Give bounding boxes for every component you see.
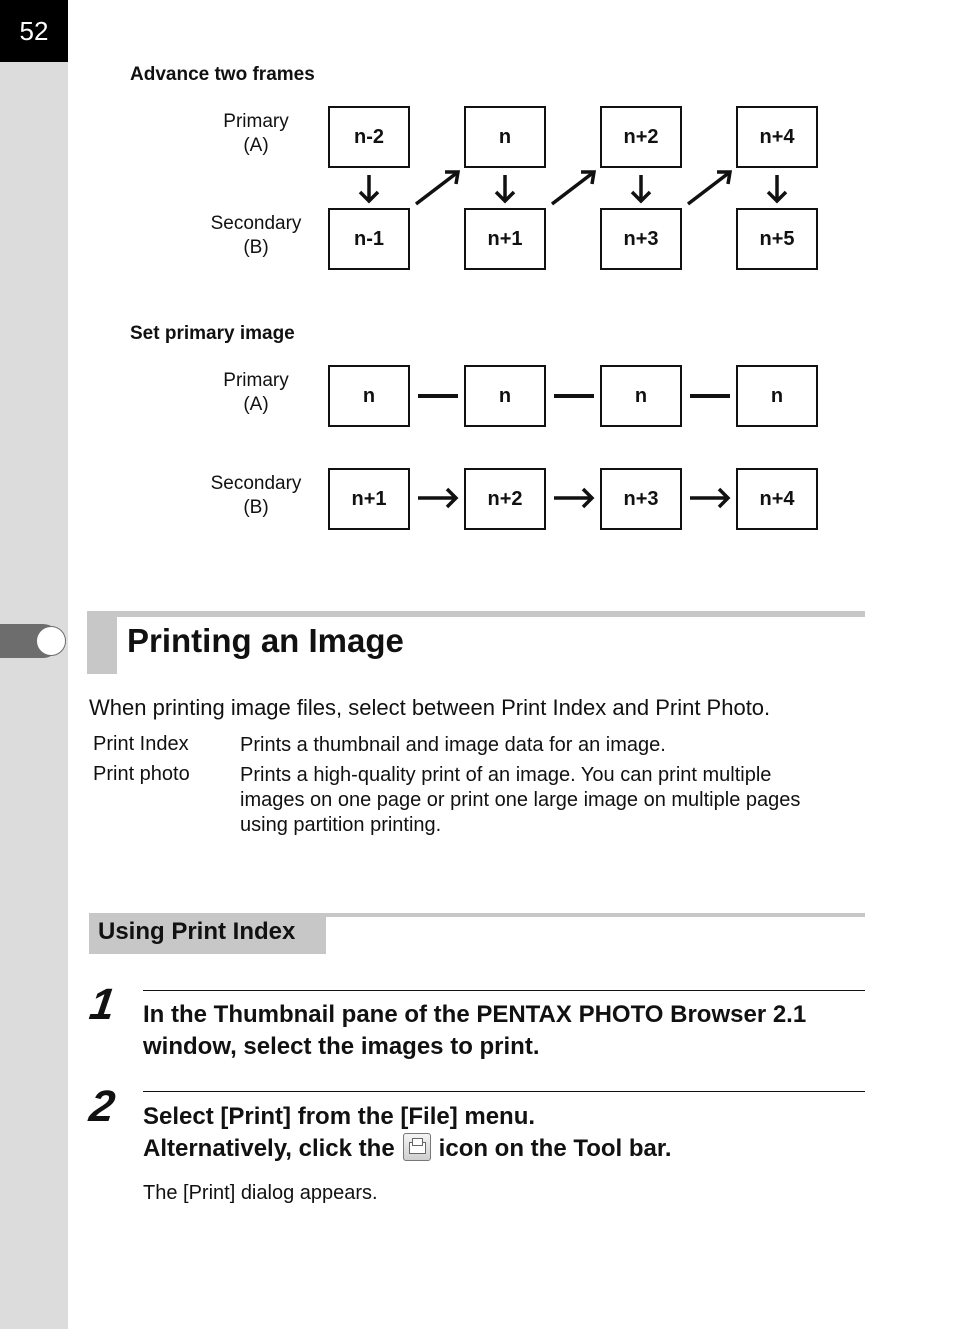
frame-secondary-2: n+1 (464, 208, 546, 270)
step-number-1: 1 (86, 980, 118, 1029)
frame-secondary-2: n+2 (464, 468, 546, 530)
definition-desc-print-index (240, 733, 860, 758)
primary-label-line1: Primary (223, 370, 289, 391)
frame-primary-1: n-2 (328, 106, 410, 168)
secondary-label-line1: Secondary (210, 473, 302, 494)
frame-connector (554, 394, 594, 398)
section-heading-marker (87, 611, 117, 674)
step-1-line1: In the Thumbnail pane of the PENTAX PHOTO Browser 2.1 (143, 1001, 807, 1028)
step-1-line2: window, select the images to print. (143, 1033, 540, 1060)
frame-secondary-3: n+3 (600, 468, 682, 530)
primary-row-label (196, 369, 316, 417)
step-number-2: 2 (86, 1082, 118, 1131)
frame-primary-3: n+2 (600, 106, 682, 168)
step-1-text (143, 999, 863, 1063)
diagram-title-set-primary: Set primary image (130, 323, 295, 344)
definition-desc-line: Prints a high-quality print of an image. You can print multiple (240, 764, 772, 786)
frame-primary-1: n (328, 365, 410, 427)
secondary-row-label (196, 212, 316, 260)
primary-label-line2: (A) (243, 394, 269, 415)
section-heading-bar (87, 611, 865, 617)
frame-secondary-1: n-1 (328, 208, 410, 270)
primary-label-line1: Primary (223, 111, 289, 132)
frame-secondary-3: n+3 (600, 208, 682, 270)
frame-primary-4: n+4 (736, 106, 818, 168)
page-number: 52 (0, 0, 68, 62)
secondary-row-label (196, 472, 316, 520)
definition-desc-line: using partition printing. (240, 814, 442, 836)
definition-desc-line: Prints a thumbnail and image data for an image. (240, 734, 666, 756)
down-arrow-icon (494, 174, 516, 204)
definition-term-print-index: Print Index (93, 733, 189, 755)
diagonal-arrow-icon (684, 168, 734, 208)
step-rule (143, 1091, 865, 1092)
step-rule (143, 990, 865, 991)
definition-desc-line: images on one page or print one large image on multiple pages (240, 789, 801, 811)
step-2-text (143, 1101, 863, 1165)
section-title: Printing an Image (127, 622, 404, 659)
right-arrow-icon (688, 486, 732, 510)
primary-row-label (196, 110, 316, 158)
step-2-line1: Select [Print] from the [File] menu. (143, 1103, 536, 1130)
down-arrow-icon (630, 174, 652, 204)
frame-secondary-4: n+5 (736, 208, 818, 270)
down-arrow-icon (766, 174, 788, 204)
diagonal-arrow-icon (412, 168, 462, 208)
right-arrow-icon (416, 486, 460, 510)
step-2-note: The [Print] dialog appears. (143, 1182, 378, 1204)
diagonal-arrow-icon (548, 168, 598, 208)
subsection-title: Using Print Index (98, 918, 296, 945)
step-2-line2-before: Alternatively, click the (143, 1135, 395, 1162)
primary-label-line2: (A) (243, 135, 269, 156)
secondary-label-line1: Secondary (210, 213, 302, 234)
definition-term-print-photo: Print photo (93, 763, 190, 785)
frame-connector (690, 394, 730, 398)
secondary-label-line2: (B) (243, 237, 269, 258)
frame-primary-2: n (464, 365, 546, 427)
diagram-title-advance: Advance two frames (130, 64, 315, 85)
step-2-line2 (143, 1133, 863, 1165)
step-2-line2-after: icon on the Tool bar. (438, 1135, 672, 1162)
down-arrow-icon (358, 174, 380, 204)
frame-secondary-4: n+4 (736, 468, 818, 530)
right-arrow-icon (552, 486, 596, 510)
intro-paragraph: When printing image files, select between Print Index and Print Photo. (89, 695, 771, 720)
definition-desc-print-photo (240, 763, 860, 838)
frame-primary-4: n (736, 365, 818, 427)
chapter-tab-dot (36, 626, 66, 656)
frame-connector (418, 394, 458, 398)
page-margin-bar (0, 0, 68, 1329)
frame-primary-2: n (464, 106, 546, 168)
frame-secondary-1: n+1 (328, 468, 410, 530)
print-icon (403, 1133, 431, 1161)
frame-primary-3: n (600, 365, 682, 427)
secondary-label-line2: (B) (243, 497, 269, 518)
